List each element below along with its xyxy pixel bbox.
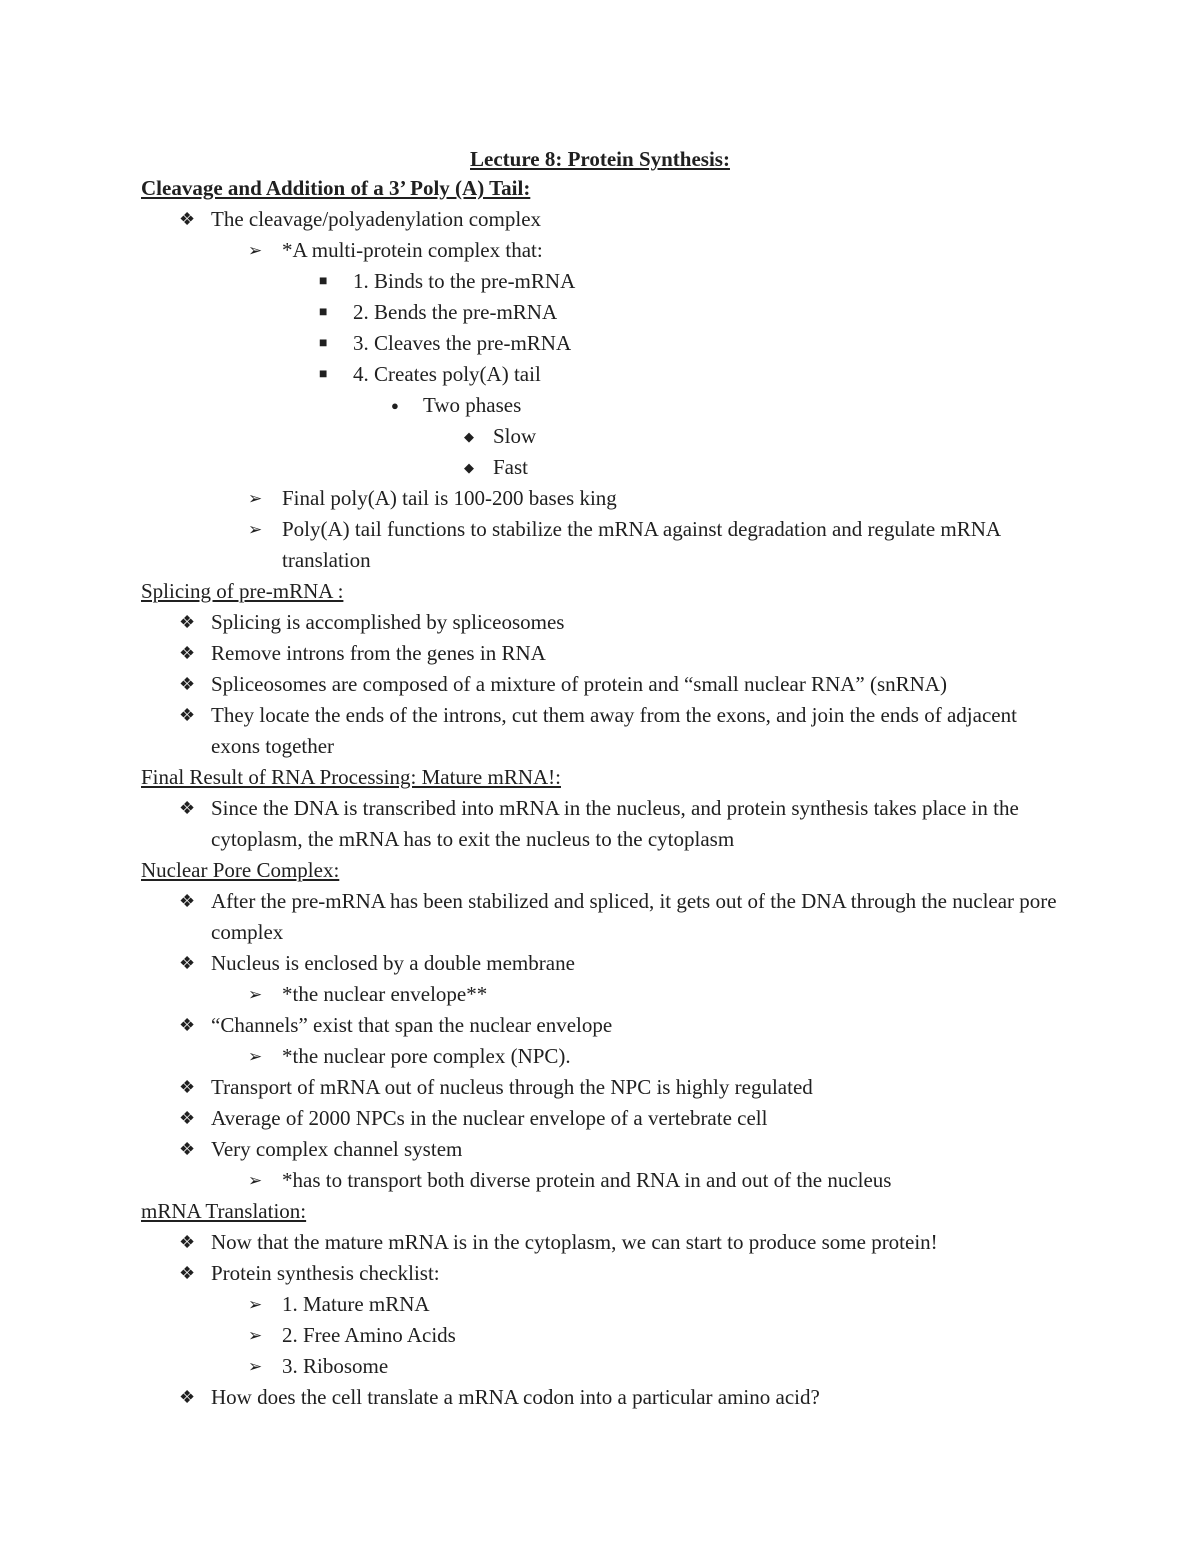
list-item: ● Two phases bbox=[141, 390, 1071, 421]
diamond-four-bullet-icon: ❖ bbox=[179, 612, 196, 632]
diamond-four-bullet-icon: ❖ bbox=[179, 953, 196, 973]
list-item: ❖ “Channels” exist that span the nuclear envelope bbox=[141, 1010, 1071, 1041]
list-item: ➢ 3. Ribosome bbox=[141, 1351, 1071, 1382]
section-heading-cleavage: Cleavage and Addition of a 3’ Poly (A) Tail: bbox=[141, 176, 531, 200]
list-item: ❖ Remove introns from the genes in RNA bbox=[141, 638, 1071, 669]
square-bullet-icon: ■ bbox=[319, 336, 328, 351]
arrow-bullet-icon: ➢ bbox=[248, 1171, 263, 1190]
page-title: Lecture 8: Protein Synthesis: bbox=[470, 147, 730, 171]
list-item: ◆ Fast bbox=[141, 452, 1071, 483]
diamond-four-bullet-icon: ❖ bbox=[179, 1139, 196, 1159]
arrow-bullet-icon: ➢ bbox=[248, 1047, 263, 1066]
list-item: ➢ 1. Mature mRNA bbox=[141, 1289, 1071, 1320]
diamond-bullet-icon: ◆ bbox=[464, 460, 474, 475]
list-item: ❖ Nucleus is enclosed by a double membrane bbox=[141, 948, 1071, 979]
arrow-bullet-icon: ➢ bbox=[248, 241, 263, 260]
diamond-four-bullet-icon: ❖ bbox=[179, 209, 196, 229]
list-item: ❖ Now that the mature mRNA is in the cytoplasm, we can start to produce some protein! bbox=[141, 1227, 1071, 1258]
diamond-four-bullet-icon: ❖ bbox=[179, 643, 196, 663]
list-item: ➢ *has to transport both diverse protein and RNA in and out of the nucleus bbox=[141, 1165, 1071, 1196]
list-item: ➢ Final poly(A) tail is 100-200 bases king bbox=[141, 483, 1071, 514]
list-item: ■ 1. Binds to the pre-mRNA bbox=[141, 266, 1071, 297]
section-heading-final-result: Final Result of RNA Processing: Mature mRNA!: bbox=[141, 765, 561, 789]
diamond-four-bullet-icon: ❖ bbox=[179, 1263, 196, 1283]
list-item: ❖ Spliceosomes are composed of a mixture of protein and “small nuclear RNA” (snRNA) bbox=[141, 669, 1071, 700]
square-bullet-icon: ■ bbox=[319, 305, 328, 320]
diamond-four-bullet-icon: ❖ bbox=[179, 891, 196, 911]
list-item: ❖ They locate the ends of the introns, cut them away from the exons, and join the ends of adjacent exons together bbox=[141, 700, 1071, 762]
list-item: ❖ Transport of mRNA out of nucleus through the NPC is highly regulated bbox=[141, 1072, 1071, 1103]
list-item: ■ 4. Creates poly(A) tail bbox=[141, 359, 1071, 390]
list-item: ➢ Poly(A) tail functions to stabilize the mRNA against degradation and regulate mRNA translation bbox=[141, 514, 1071, 576]
diamond-four-bullet-icon: ❖ bbox=[179, 1015, 196, 1035]
list-item: ❖ Protein synthesis checklist: bbox=[141, 1258, 1071, 1289]
list-item: ❖ How does the cell translate a mRNA codon into a particular amino acid? bbox=[141, 1382, 1071, 1413]
arrow-bullet-icon: ➢ bbox=[248, 1357, 263, 1376]
circle-bullet-icon: ● bbox=[391, 398, 399, 413]
arrow-bullet-icon: ➢ bbox=[248, 489, 263, 508]
diamond-four-bullet-icon: ❖ bbox=[179, 705, 196, 725]
diamond-four-bullet-icon: ❖ bbox=[179, 674, 196, 694]
list-item: ■ 3. Cleaves the pre-mRNA bbox=[141, 328, 1071, 359]
section-heading-splicing: Splicing of pre-mRNA : bbox=[141, 579, 344, 603]
list-item: ➢ *the nuclear envelope** bbox=[141, 979, 1071, 1010]
list-item: ➢ *the nuclear pore complex (NPC). bbox=[141, 1041, 1071, 1072]
list-item: ❖ Since the DNA is transcribed into mRNA in the nucleus, and protein synthesis takes place in the cytoplasm, the mRNA has to exit the nucleus to the cytoplasm bbox=[141, 793, 1071, 855]
list-item: ❖ Splicing is accomplished by spliceosomes bbox=[141, 607, 1071, 638]
arrow-bullet-icon: ➢ bbox=[248, 1295, 263, 1314]
list-item: ❖ After the pre-mRNA has been stabilized and spliced, it gets out of the DNA through the nuclear pore complex bbox=[141, 886, 1071, 948]
square-bullet-icon: ■ bbox=[319, 367, 328, 382]
square-bullet-icon: ■ bbox=[319, 274, 328, 289]
arrow-bullet-icon: ➢ bbox=[248, 985, 263, 1004]
diamond-four-bullet-icon: ❖ bbox=[179, 1077, 196, 1097]
list-item: ❖ Average of 2000 NPCs in the nuclear envelope of a vertebrate cell bbox=[141, 1103, 1071, 1134]
diamond-bullet-icon: ◆ bbox=[464, 429, 474, 444]
section-heading-mrna-translation: mRNA Translation: bbox=[141, 1199, 307, 1223]
diamond-four-bullet-icon: ❖ bbox=[179, 1108, 196, 1128]
arrow-bullet-icon: ➢ bbox=[248, 520, 263, 539]
notes-body bbox=[141, 173, 1071, 1413]
arrow-bullet-icon: ➢ bbox=[248, 1326, 263, 1345]
diamond-four-bullet-icon: ❖ bbox=[179, 1387, 196, 1407]
list-item: ❖ The cleavage/polyadenylation complex bbox=[141, 204, 1071, 235]
list-item: ◆ Slow bbox=[141, 421, 1071, 452]
section-heading-nuclear-pore-complex: Nuclear Pore Complex: bbox=[141, 858, 340, 882]
diamond-four-bullet-icon: ❖ bbox=[179, 798, 196, 818]
list-item: ➢ 2. Free Amino Acids bbox=[141, 1320, 1071, 1351]
list-item: ❖ Very complex channel system bbox=[141, 1134, 1071, 1165]
list-item: ➢ *A multi-protein complex that: bbox=[141, 235, 1071, 266]
diamond-four-bullet-icon: ❖ bbox=[179, 1232, 196, 1252]
list-item: ■ 2. Bends the pre-mRNA bbox=[141, 297, 1071, 328]
